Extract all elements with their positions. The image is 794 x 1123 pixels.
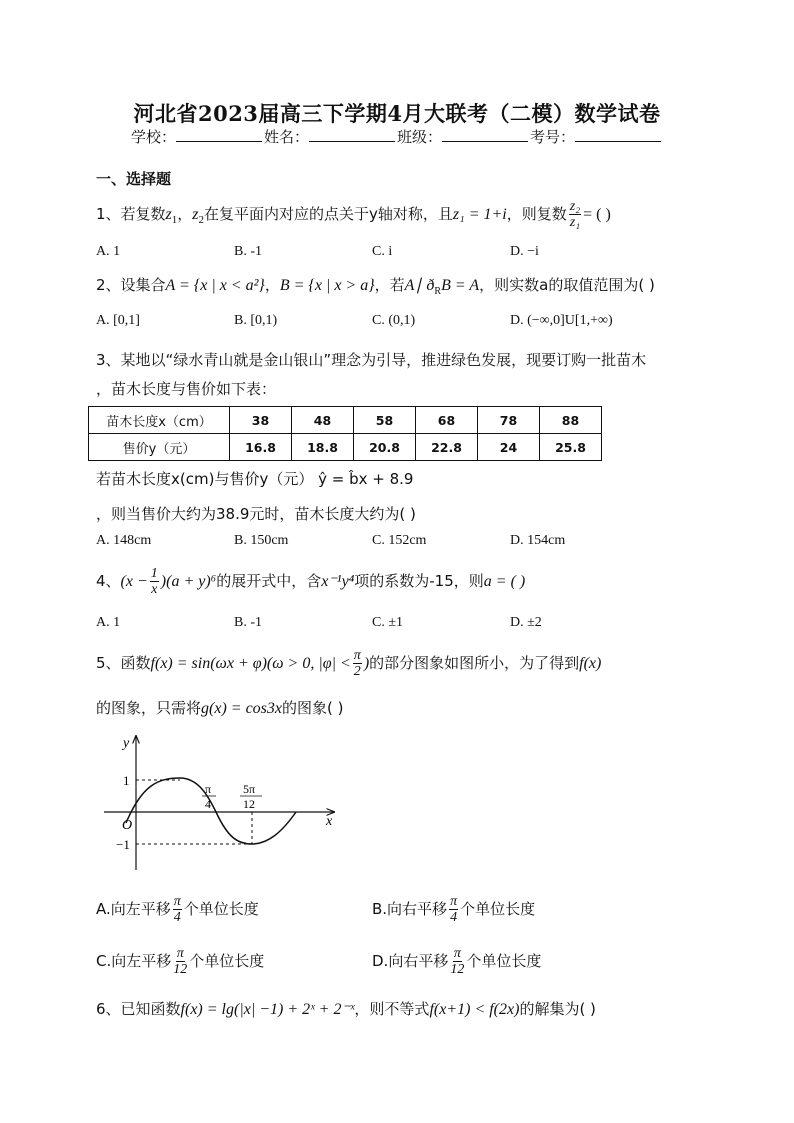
question-3-line3: 若苗木长度x(cm)与售价y（元） ŷ = b̂x + 8.9 (96, 470, 414, 488)
table-cell: 38 (230, 407, 292, 434)
q5-option-c-suffix: 个单位长度 (189, 952, 265, 970)
q4-text-a: 4、 (96, 572, 121, 590)
table-cell: 16.8 (230, 434, 292, 461)
q4-text-b: 的展开式中，含 (216, 572, 322, 590)
table-cell: 24 (478, 434, 540, 461)
q3-option-a[interactable]: A. 148cm (96, 533, 152, 548)
q2-option-b[interactable]: B. [0,1) (234, 313, 278, 328)
q1-z1: z (165, 206, 172, 223)
q4-option-d[interactable]: D. ±2 (510, 615, 542, 630)
table-cell: 18.8 (292, 434, 354, 461)
q5-frac-den: 2 (353, 664, 361, 679)
table-row (89, 434, 602, 461)
q2-text-a: 2、设集合 (96, 276, 166, 294)
table-row (89, 407, 602, 434)
q2-text-c: ，则实数a的取值范围为( ) (479, 276, 655, 294)
question-2: 2、设集合A = {x | x < a²}，B = {x | x > a}，若A∣ $ð_RB = A$，则实数a的取值范围为( ) (96, 276, 655, 297)
q5-text-a: 5、函数 (96, 654, 151, 672)
q2-option-d[interactable]: D. (−∞,0]U[1,+∞) (510, 313, 613, 328)
q4-option-a[interactable]: A. 1 (96, 615, 121, 630)
q3-option-c[interactable]: C. 152cm (372, 533, 427, 548)
class-label: 班级： (397, 128, 443, 146)
q6-ineq: f(x+1) < f(2x) (429, 1001, 520, 1018)
q4-frac-num: 1 (150, 566, 158, 581)
q5-line2-a: 的图象，只需将 (96, 699, 202, 717)
tick2-num: 5π (243, 782, 256, 796)
q4-term: x⁻¹y⁴ (321, 573, 355, 590)
q2-set-a: A = {x | x < a²} (165, 277, 265, 294)
q1-frac-den: z₁ (569, 215, 581, 230)
q1-option-c[interactable]: C. i (372, 244, 393, 259)
q1-option-a[interactable]: A. 1 (96, 244, 121, 259)
q2-text-b: ，若 (374, 276, 405, 294)
y-max-label: 1 (123, 773, 130, 788)
tick1-den: 4 (205, 797, 211, 811)
table-header-length: 苗木长度x（cm） (89, 407, 230, 434)
q5-frac-num: π (353, 648, 361, 663)
q2-option-c[interactable]: C. (0,1) (372, 313, 416, 328)
q1-text-c: ，则复数 (506, 205, 567, 223)
q5-option-c-den: 12 (173, 962, 188, 977)
q5-option-d[interactable] (372, 946, 541, 977)
q2-cond-sub: R (434, 286, 442, 297)
q5-func: f(x) = sin(ωx + φ) (150, 655, 267, 672)
q5-option-d-suffix: 个单位长度 (466, 952, 542, 970)
q5-text-b: 的部分图象如图所小，为了得到 (369, 654, 580, 672)
table-cell: 22.8 (416, 434, 478, 461)
q5-option-a-prefix: A.向左平移 (96, 900, 171, 918)
q5-option-c-prefix: C.向左平移 (96, 952, 172, 970)
question-1: 1、若复数$z_1$，$z_2$在复平面内对应的点关于y轴对称，且z₁ = 1+i，则复数 $\frac{\text{z₂}}{\text{z₁}}$ = ( ) (96, 199, 611, 230)
q1-option-d[interactable]: D. −i (510, 244, 539, 259)
student-info-line (0, 126, 794, 147)
q4-option-c[interactable]: C. ±1 (372, 615, 404, 630)
table-cell: 25.8 (540, 434, 602, 461)
q5-option-d-den: 12 (450, 962, 465, 977)
q2-cond: A∣ ð (404, 277, 435, 294)
exam-title: 河北省2023届高三下学期4月大联考（二模）数学试卷 (133, 101, 661, 126)
q2-option-a[interactable]: A. [0,1] (96, 313, 140, 328)
x-axis-label: x (326, 814, 333, 829)
q6-func: f(x) = lg(|x| −1) + 2ˣ + 2⁻ˣ (180, 1001, 355, 1018)
q3-option-d[interactable]: D. 154cm (510, 533, 566, 548)
q1-eq: z₁ = 1+i (452, 206, 507, 223)
exam-no-blank[interactable] (575, 127, 661, 142)
q5-option-a-fraction (173, 894, 182, 925)
exam-no-label: 考号： (530, 128, 576, 146)
school-blank[interactable] (176, 127, 262, 142)
q5-option-c[interactable] (96, 946, 264, 977)
q5-option-b-suffix: 个单位长度 (460, 900, 536, 918)
q5-option-b-fraction (449, 894, 458, 925)
q5-option-c-num: π (176, 946, 184, 961)
q4-frac-den: x (151, 582, 158, 597)
seedling-price-table (88, 406, 602, 461)
q5-cond-b: ) (363, 655, 370, 672)
q5-fraction (353, 648, 362, 679)
q5-option-a-suffix: 个单位长度 (183, 900, 259, 918)
q1-sep: ， (177, 205, 193, 223)
table-header-price: 售价y（元） (89, 434, 230, 461)
q5-cond-a: (ω > 0, |φ| < (266, 655, 351, 672)
q5-option-d-prefix: D.向右平移 (372, 952, 449, 970)
q2-set-b: B = {x | x > a} (279, 277, 375, 294)
question-3-line2: ，苗木长度与售价如下表： (96, 380, 277, 398)
q1-option-b[interactable]: B. -1 (234, 244, 262, 259)
q5-line2-b: 的图象( ) (282, 699, 344, 717)
q4-eq: a = ( ) (483, 573, 526, 590)
q5-option-d-num: π (453, 946, 461, 961)
table-cell: 68 (416, 407, 478, 434)
q6-text-b: ，则不等式 (354, 1000, 430, 1018)
question-3-line4: ，则当售价大约为38.9元时，苗木长度大约为( ) (96, 505, 416, 523)
q5-option-a[interactable] (96, 894, 259, 925)
q5-option-b[interactable] (372, 894, 535, 925)
q1-text-a: 1、若复数 (96, 205, 166, 223)
q1-frac-num: z₂ (569, 199, 581, 214)
table-cell: 78 (478, 407, 540, 434)
q2-cond-b: B = A (441, 277, 480, 294)
q4-fraction (150, 566, 159, 597)
question-6 (96, 998, 596, 1019)
class-blank[interactable] (442, 127, 528, 142)
name-blank[interactable] (309, 127, 395, 142)
name-label: 姓名： (263, 128, 309, 146)
q1-fraction (569, 199, 581, 230)
tick2-den: 12 (243, 797, 255, 811)
table-cell: 88 (540, 407, 602, 434)
q5-option-b-num: π (450, 894, 458, 909)
section-title: 一、选择题 (96, 170, 172, 188)
q1-text-d: = ( ) (583, 206, 611, 223)
q4-option-b[interactable]: B. -1 (234, 615, 262, 630)
q4-text-c: 项的系数为-15，则 (354, 572, 484, 590)
q5-option-b-den: 4 (450, 910, 458, 925)
q5-fx: f(x) (579, 655, 602, 672)
table-cell: 48 (292, 407, 354, 434)
question-5-line1 (96, 648, 601, 679)
q1-text-b: 在复平面内对应的点关于y轴对称，且 (204, 205, 453, 223)
table-cell: 58 (354, 407, 416, 434)
question-4 (96, 566, 525, 597)
tick1-num: π (205, 782, 212, 796)
q5-option-a-den: 4 (173, 910, 181, 925)
q5-option-a-num: π (173, 894, 181, 909)
question-5-line2 (96, 697, 343, 718)
q5-option-c-fraction (173, 946, 187, 977)
q5-gx: g(x) = cos3x (201, 700, 282, 717)
school-label: 学校： (130, 128, 176, 146)
question-3-line1: 3、某地以“绿水青山就是金山银山”理念为引导，推进绿色发展，现要订购一批苗木 (96, 351, 647, 369)
q5-option-b-prefix: B.向右平移 (372, 900, 448, 918)
y-min-label: −1 (116, 837, 130, 852)
q4-expr-b: )(a + y)⁶ (160, 573, 217, 590)
q6-text-a: 6、已知函数 (96, 1000, 181, 1018)
q5-option-d-fraction (450, 946, 464, 977)
table-cell: 20.8 (354, 434, 416, 461)
q4-expr-a: (x − (120, 573, 148, 590)
q6-text-c: 的解集为( ) (519, 1000, 596, 1018)
y-axis-label: y (123, 736, 130, 751)
sine-graph (96, 730, 346, 875)
q3-option-b[interactable]: B. 150cm (234, 533, 289, 548)
origin-label: O (122, 818, 133, 833)
